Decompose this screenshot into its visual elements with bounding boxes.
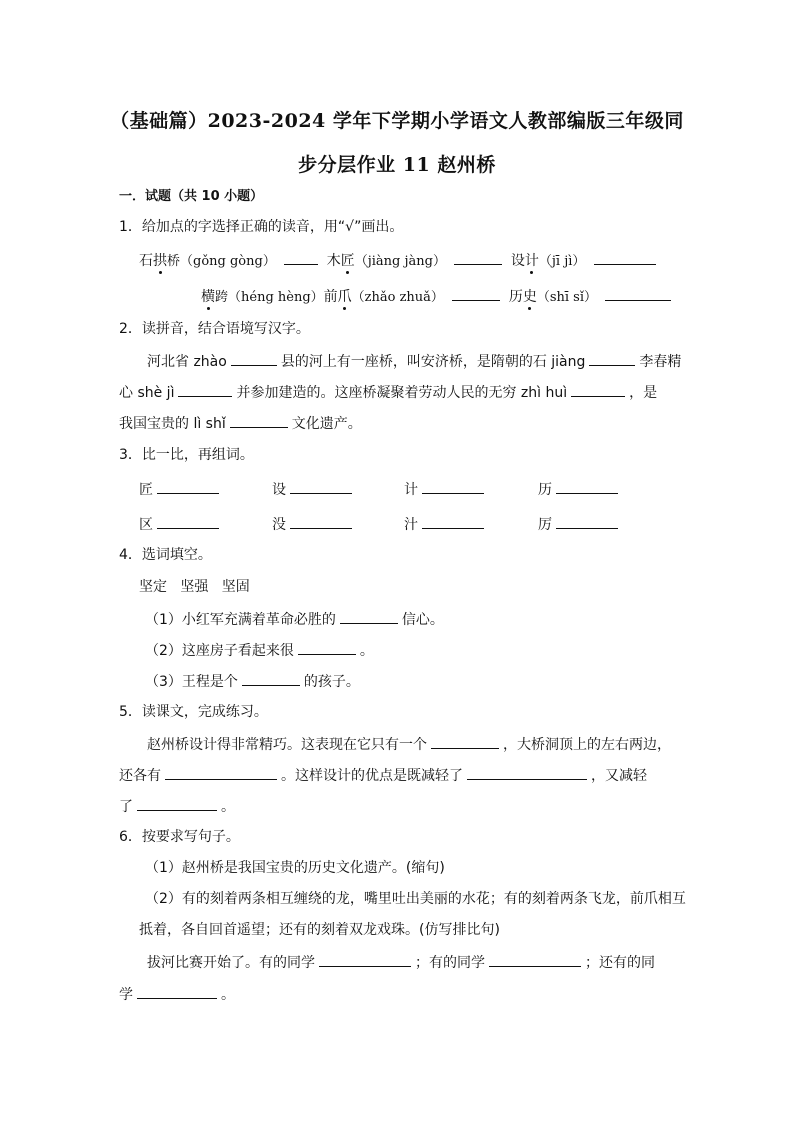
q6-blank-2[interactable] [489, 953, 581, 967]
q1-item2: 木匠（jiàng jàng） [326, 253, 446, 269]
q1-item5: 前爪（zhǎo zhuǎ） [323, 289, 444, 305]
q6-imitation-line1: 拔河比赛开始了。有的同学 ；有的同学 ；还有的同 [147, 955, 655, 971]
page-title-line1: （基础篇）2023-2024 学年下学期小学语文人教部编版三年级同 [110, 110, 684, 132]
q3-blank[interactable] [290, 480, 352, 494]
q3-cell-4: 历 [538, 479, 622, 499]
q3-stem: 3．比一比，再组词。 [119, 447, 254, 463]
q2-line3: 我国宝贵的 lì shǐ 文化遗产。 [119, 416, 362, 432]
q5-blank-1[interactable] [431, 735, 499, 749]
q4-sentence-1: （1）小红军充满着革命必胜的 信心。 [145, 612, 444, 628]
q1-answer-blank-5[interactable] [605, 287, 671, 301]
q6-blank-3[interactable] [137, 985, 217, 999]
q2-blank-zhao[interactable] [231, 352, 277, 366]
q4-blank-3[interactable] [242, 672, 300, 686]
q5-stem: 5．读课文，完成练习。 [119, 704, 268, 720]
q1-answer-blank-2[interactable] [454, 251, 502, 265]
q3-cell-2: 设 [272, 479, 356, 499]
q3-blank[interactable] [422, 515, 484, 529]
q5-line2: 还各有 。这样设计的优点是既减轻了 ，又减轻 [119, 768, 647, 784]
q4-sentence-2: （2）这座房子看起来很 。 [145, 643, 374, 659]
q3-blank[interactable] [157, 515, 219, 529]
page-title-line2: 步分层作业 11 赵州桥 [298, 154, 496, 176]
q4-sentence-3: （3）王程是个 的孩子。 [145, 674, 360, 690]
q5-blank-3[interactable] [467, 766, 587, 780]
q2-blank-jiang[interactable] [589, 352, 635, 366]
q6-sentence-2b: 抵着，各自回首遥望；还有的刻着双龙戏珠。(仿写排比句) [139, 922, 500, 938]
q6-stem: 6．按要求写句子。 [119, 829, 240, 845]
q1-row1 [139, 251, 660, 271]
q4-blank-2[interactable] [298, 641, 356, 655]
q6-blank-1[interactable] [319, 953, 411, 967]
q4-blank-1[interactable] [340, 610, 398, 624]
section-heading: 一．试题（共 10 小题） [119, 189, 264, 204]
q6-imitation-line2: 学 。 [119, 987, 235, 1003]
q3-blank[interactable] [422, 480, 484, 494]
q1-answer-blank-4[interactable] [452, 287, 500, 301]
q1-item3: 设计（jī jì） [510, 253, 586, 269]
q2-blank-zhihui[interactable] [571, 383, 625, 397]
q3-cell-3: 计 [404, 479, 488, 499]
q3-blank[interactable] [556, 480, 618, 494]
q3-blank[interactable] [556, 515, 618, 529]
q6-sentence-2a: （2）有的刻着两条相互缠绕的龙，嘴里吐出美丽的水花；有的刻着两条飞龙，前爪相互 [145, 891, 686, 907]
q1-stem: 1．给加点的字选择正确的读音，用“√”画出。 [119, 219, 404, 235]
q3-cell-1: 匠 [139, 479, 223, 499]
q1-item1: 石拱桥（gǒng gòng） [139, 253, 276, 269]
q4-word-bank: 坚定 坚强 坚固 [139, 579, 250, 595]
q3-cell-8: 厉 [538, 514, 622, 534]
q6-sentence-1: （1）赵州桥是我国宝贵的历史文化遗产。(缩句) [145, 860, 445, 876]
q1-item4: 横跨（héng hèng） [201, 289, 324, 305]
q5-line1: 赵州桥设计得非常精巧。这表现在它只有一个 ，大桥洞顶上的左右两边， [147, 737, 671, 753]
q3-cell-6: 没 [272, 514, 356, 534]
q1-answer-blank-1[interactable] [284, 251, 318, 265]
q4-stem: 4．选词填空。 [119, 547, 212, 563]
q5-blank-4[interactable] [137, 797, 217, 811]
q2-blank-sheji[interactable] [178, 383, 232, 397]
q3-cell-5: 区 [139, 514, 223, 534]
q5-blank-2[interactable] [165, 766, 277, 780]
q1-item6: 历史（shī sǐ） [508, 289, 598, 305]
q2-line1: 河北省 zhào 县的河上有一座桥，叫安济桥，是隋朝的石 jiàng 李春精 [147, 354, 682, 370]
q1-row2 [201, 287, 675, 307]
q3-blank[interactable] [157, 480, 219, 494]
q2-line2: 心 shè jì 并参加建造的。这座桥凝聚着劳动人民的无穷 zhì huì ，是 [119, 385, 658, 401]
q1-answer-blank-3[interactable] [594, 251, 656, 265]
q5-line3: 了 。 [119, 799, 235, 815]
q3-cell-7: 汁 [404, 514, 488, 534]
q2-stem: 2．读拼音，结合语境写汉字。 [119, 321, 310, 337]
q2-blank-lishi[interactable] [230, 414, 288, 428]
q3-blank[interactable] [290, 515, 352, 529]
